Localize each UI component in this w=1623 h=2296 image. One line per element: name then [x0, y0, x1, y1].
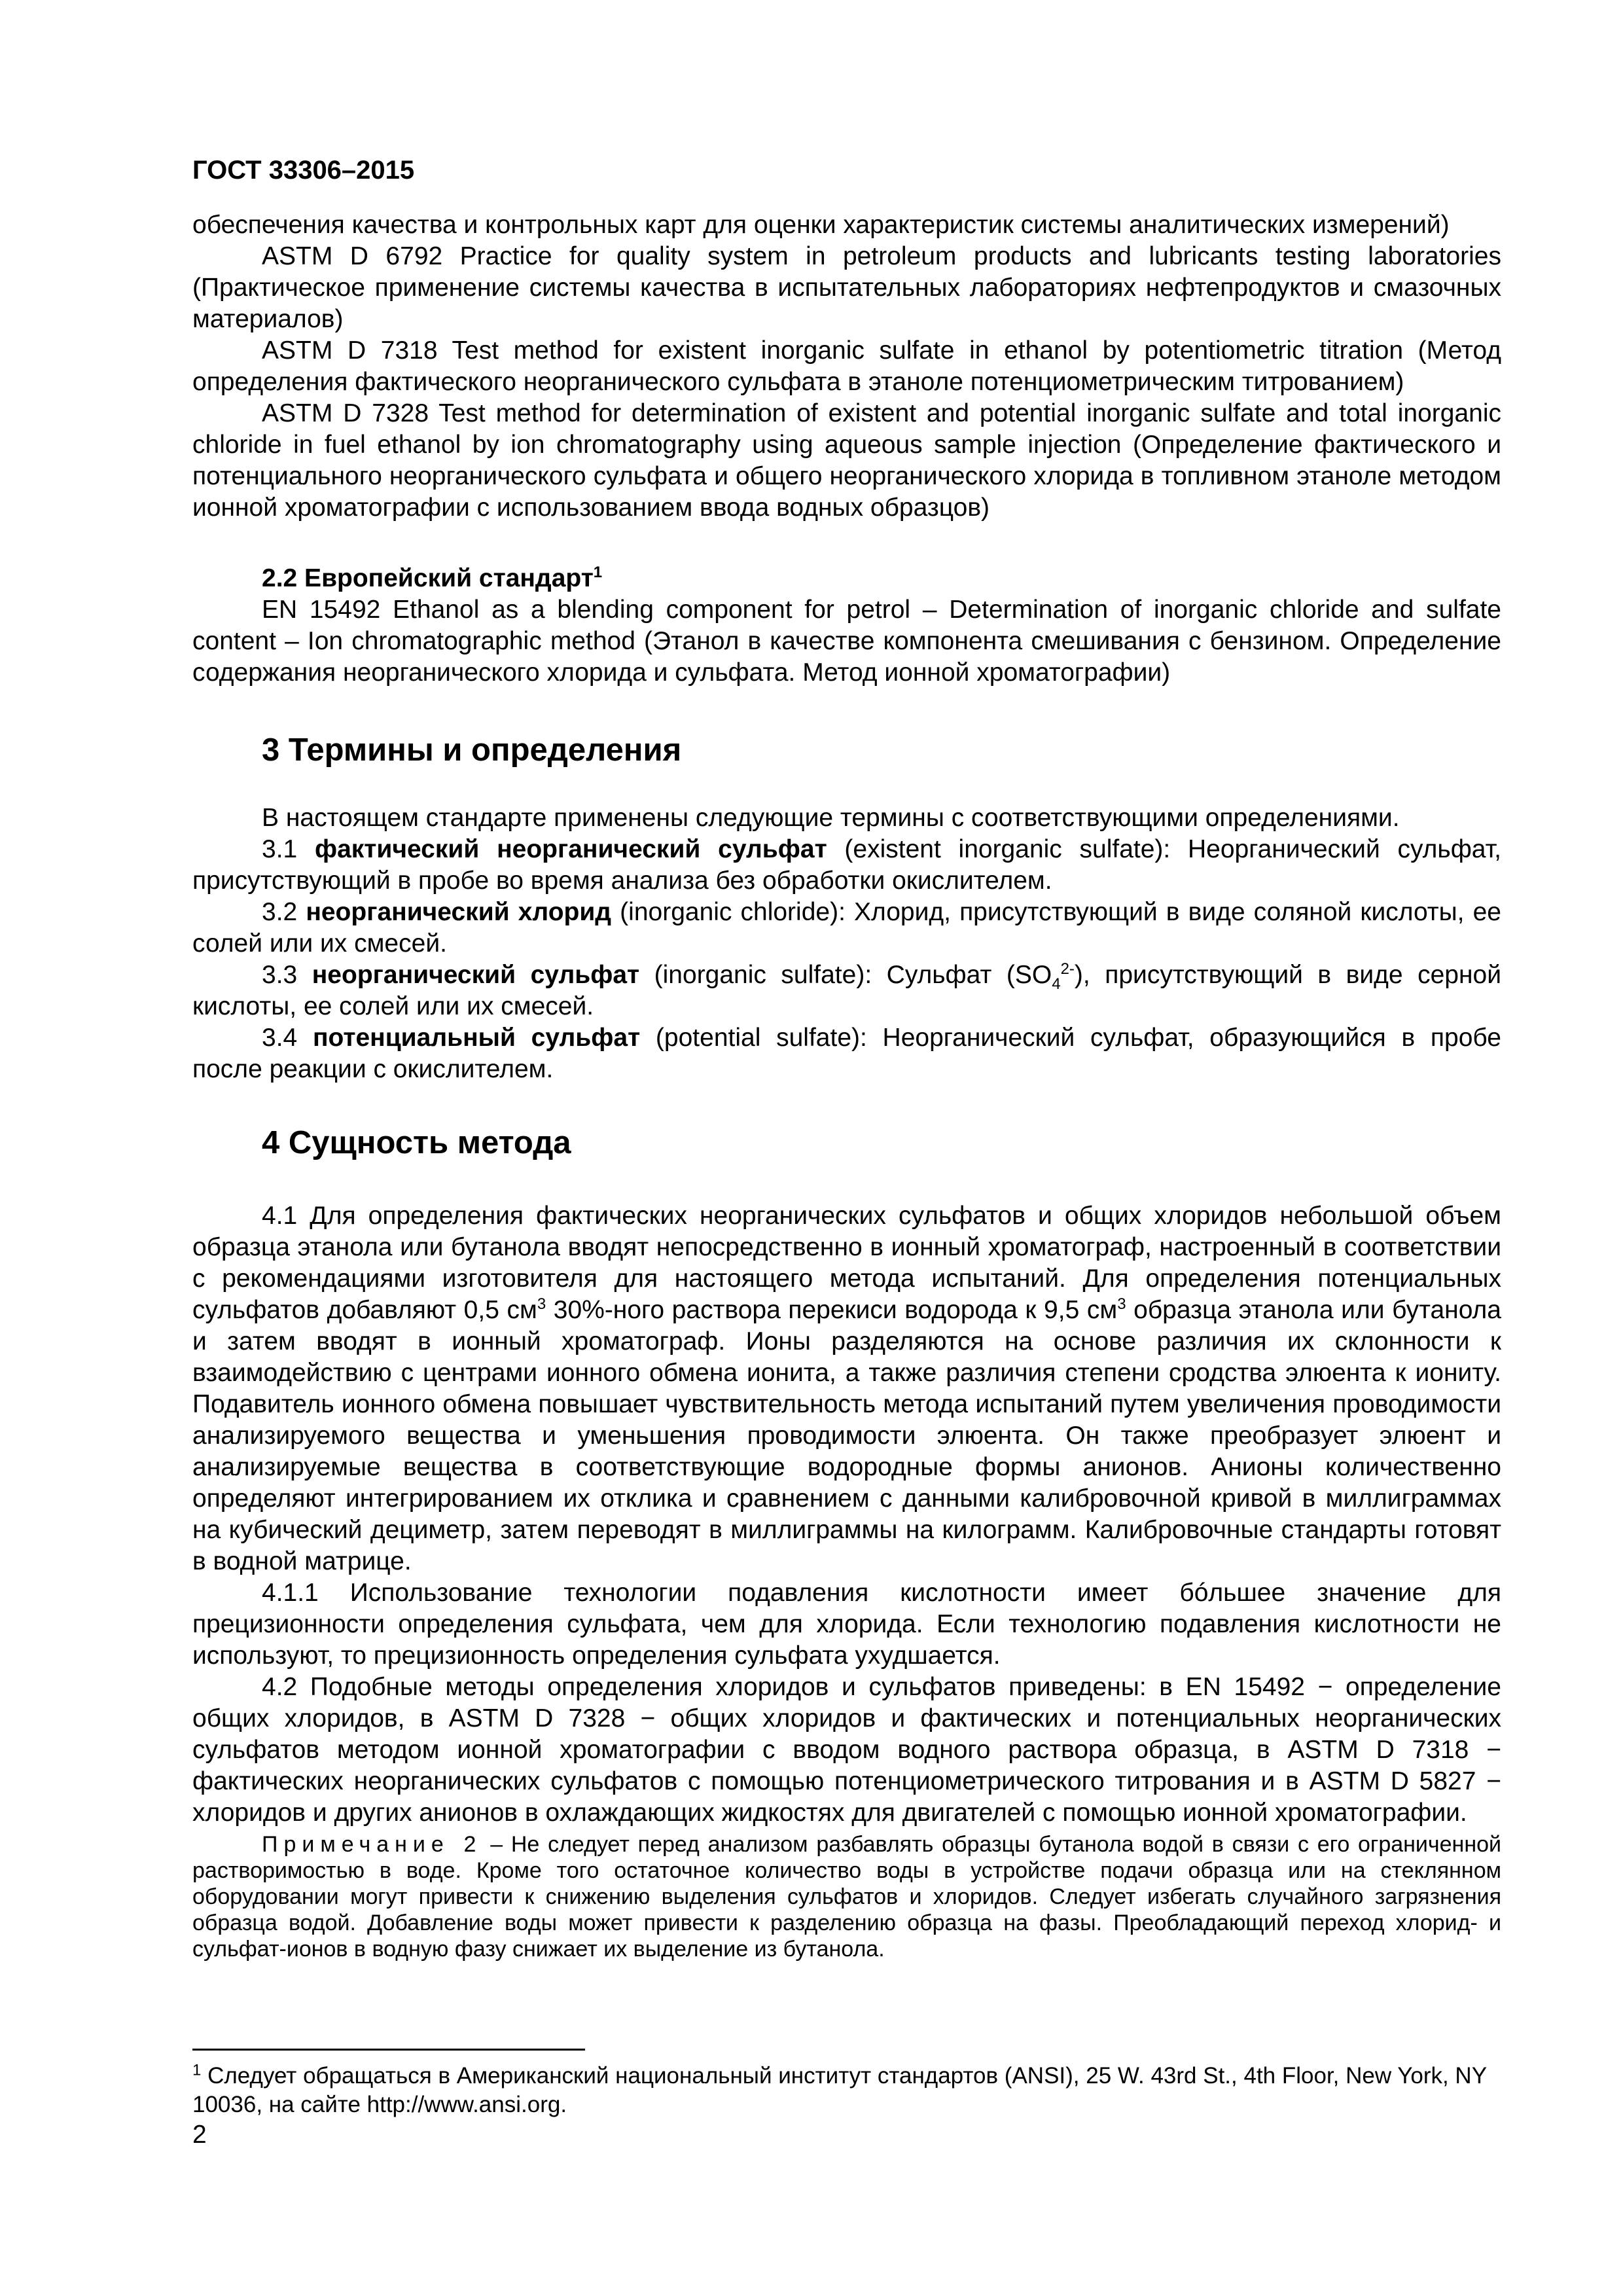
section-heading-3: 3 Термины и определения: [262, 732, 682, 768]
paragraph-4-1-1: 4.1.1 Использование технологии подавления кислотности имеет бóльшее значение для прецизионности определения сульфата, чем для хлорида. Если технологию подавления кислотности не используют, то прецизионность определения сульфата ухудшается.: [192, 1579, 1501, 1670]
term-definition: (inorganic chloride): Хлорид, присутствующий в виде соляной кислоты, ее солей или их смесей.: [192, 898, 1501, 958]
paragraph-astm-d6792: ASTM D 6792 Practice for quality system in petroleum products and lubricants testing laboratories (Практическое применение системы качества в испытательных лабораториях нефтепродуктов и смазочных материалов): [192, 242, 1501, 333]
unit-superscript: 3: [537, 1295, 546, 1313]
footnote-marker: 1: [192, 2061, 202, 2079]
section-heading-4: 4 Сущность метода: [262, 1125, 571, 1160]
term-definition: (existent inorganic sulfate): Неорганический сульфат, присутствующий в пробе во время анализа без обработки окислителем.: [192, 835, 1501, 895]
formula-superscript: 2-: [1060, 960, 1075, 978]
note-text: – Не следует перед анализом разбавлять образцы бутанола водой в связи с его ограниченной растворимостью в воде. Кроме того остаточное количество воды в устройстве подачи образца или на стеклянном оборудовании могут привести к снижению выделения сульфатов и хлоридов. Следует избегать случайного загрязнения образца водой. Добавление воды может привести к разделению образца на фазы. Преобладающий переход хлорид- и сульфат-ионов в водную фазу снижает их выделение из бутанола.: [192, 1832, 1501, 1962]
term-3-3: [192, 960, 1501, 1022]
term-3-4: [192, 1022, 1501, 1085]
text-run: 30%-ного раствора перекиси водорода к 9,5 см: [546, 1296, 1118, 1324]
footnote-separator: [192, 2049, 585, 2051]
subsection-heading-text: 2.2 Европейский стандарт: [262, 564, 594, 592]
term-definition-end: ), присутствующий в виде серной кислоты, ее солей или их смесей.: [192, 961, 1502, 1020]
footnote-text: Следует обращаться в Американский национальный институт стандартов (ANSI), 25 W. 43rd St., 4th Floor, New York, NY 10036, на сайте http://www.ansi.org.: [192, 2063, 1487, 2117]
term-3-2: [192, 897, 1501, 960]
note-label: Примечание 2: [262, 1832, 482, 1857]
paragraph-en-15492: EN 15492 Ethanol as a blending component for petrol – Determination of inorganic chloride and sulfate content – Ion chromatographic method (Этанол в качестве компонента смешивания с бензином. Определение содержания неорганического хлорида и сульфата. Метод ионной хроматографии): [192, 596, 1501, 687]
paragraph-4-2: 4.2 Подобные методы определения хлоридов и сульфатов приведены: в EN 15492 − определение общих хлоридов, в ASTM D 7328 − общих хлоридов и фактических и потенциальных неорганических сульфатов методом ионной хроматографии с вводом водного раствора образца, в ASTM D 7318 − фактических неорганических сульфатов с помощью потенциометрического титрования и в ASTM D 5827 − хлоридов и других анионов в охлаждающих жидкостях для двигателей с помощью ионной хроматографии.: [192, 1673, 1501, 1827]
document-id-header: ГОСТ 33306–2015: [192, 156, 415, 185]
term-definition: (potential sulfate): Неорганический сульфат, образующийся в пробе после реакции с окислителем.: [192, 1024, 1501, 1083]
paragraph-4-1: [192, 1200, 1501, 1577]
term-number: 3.1: [262, 835, 298, 863]
formula-subscript: 4: [1052, 975, 1061, 993]
term-name: неорганический сульфат: [312, 961, 640, 989]
page-number: 2: [192, 2121, 207, 2149]
unit-superscript: 3: [1117, 1295, 1126, 1313]
paragraph-astm-d7318: ASTM D 7318 Test method for existent inorganic sulfate in ethanol by potentiometric titration (Метод определения фактического неорганического сульфата в этаноле потенциометрическим титрованием): [192, 336, 1501, 396]
text-run: образца этанола или бутанола и затем вводят в ионный хроматограф. Ионы разделяются на основе различия их склонности к взаимодействию с центрами ионного обмена ионита, а также различия степени сродства элюента к иониту. Подавитель ионного обмена повышает чувствительность метода испытаний путем увеличения проводимости анализируемого вещества и уменьшения проводимости элюента. Он также преобразует элюент и анализируемые вещества в соответствующие водородные формы анионов. Анионы количественно определяют интегрированием их отклика и сравнением с данными калибровочной кривой в миллиграммах на кубический дециметр, затем переводят в миллиграммы на килограмм. Калибровочные стандарты готовят в водной матрице.: [192, 1296, 1502, 1575]
term-definition: (inorganic sulfate): Сульфат (SO: [639, 961, 1052, 989]
paragraph-terms-intro: В настоящем стандарте применены следующие термины с соответствующими определениями.: [262, 804, 1400, 832]
page-content: [192, 154, 1501, 1962]
term-3-1: [192, 834, 1501, 897]
note-2: [192, 1831, 1501, 1962]
term-number: 3.3: [262, 961, 298, 989]
footnote-reference: 1: [593, 564, 603, 581]
text-run: 4.1 Для определения фактических неорганических сульфатов и общих хлоридов небольшой объем образца этанола или бутанола вводят непосредственно в ионный хроматограф, настроенный в соответствии с рекомендациями изготовителя для настоящего метода испытаний. Для определения потенциальных сульфатов добавляют 0,5 см: [192, 1202, 1501, 1324]
term-number: 3.2: [262, 898, 298, 926]
term-name: потенциальный сульфат: [312, 1024, 641, 1052]
paragraph-continuation: обеспечения качества и контрольных карт для оценки характеристик системы аналитических измерений): [192, 211, 1450, 239]
footnote: [192, 2062, 1501, 2119]
term-number: 3.4: [262, 1024, 298, 1052]
paragraph-astm-d7328: ASTM D 7328 Test method for determination of existent and potential inorganic sulfate and total inorganic chloride in fuel ethanol by ion chromatography using aqueous sample injection (Определение фактического и потенциального неорганического сульфата и общего неорганического хлорида в топливном этаноле методом ионной хроматографии с использованием ввода водных образцов): [192, 399, 1501, 522]
subsection-heading-2-2: [192, 563, 1501, 594]
term-name: фактический неорганический сульфат: [314, 835, 827, 863]
term-name: неорганический хлорид: [306, 898, 612, 926]
